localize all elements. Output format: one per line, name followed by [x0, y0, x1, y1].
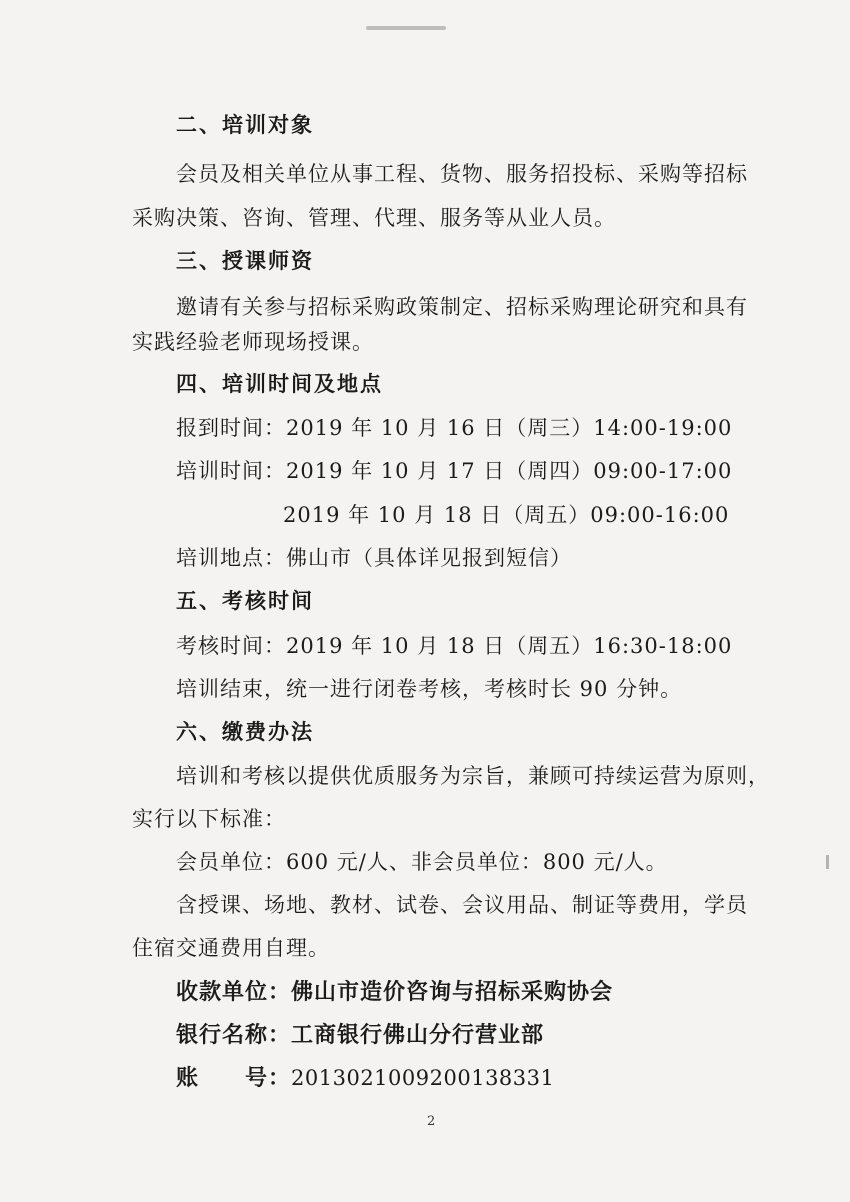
- exam-note: 培训结束，统一进行闭卷考核，考核时长 90 分钟。: [176, 677, 683, 701]
- training-location: 培训地点：佛山市（具体详见报到短信）: [176, 546, 572, 570]
- account-row: [176, 1064, 554, 1092]
- scan-artifact: [826, 855, 829, 869]
- account-number: 2013021009200138331: [291, 1066, 555, 1090]
- training-time-day2: 2019 年 10 月 18 日（周五）09:00-16:00: [283, 503, 730, 527]
- payee: 收款单位：佛山市造价咨询与招标采购协会: [176, 979, 614, 1005]
- training-time-day1: 培训时间：2019 年 10 月 17 日（周四）09:00-17:00: [176, 459, 733, 483]
- fee-standard: 会员单位：600 元/人、非会员单位：800 元/人。: [176, 850, 668, 874]
- page-number: 2: [427, 1114, 436, 1129]
- heading-schedule: 四、培训时间及地点: [176, 371, 383, 396]
- paragraph-line: 实行以下标准：: [132, 807, 286, 831]
- paragraph-line: 采购决策、咨询、管理、代理、服务等从业人员。: [132, 206, 616, 230]
- checkin-time: 报到时间：2019 年 10 月 16 日（周三）14:00-19:00: [176, 416, 733, 440]
- bank-name: 银行名称：工商银行佛山分行营业部: [176, 1022, 545, 1048]
- heading-exam: 五、考核时间: [176, 588, 314, 613]
- paragraph-line: 会员及相关单位从事工程、货物、服务招投标、采购等招标: [176, 162, 748, 186]
- paragraph-line: 实践经验老师现场授课。: [132, 330, 374, 354]
- scan-artifact: [366, 26, 446, 30]
- heading-teachers: 三、授课师资: [176, 248, 314, 273]
- heading-training-targets: 二、培训对象: [176, 112, 314, 137]
- account-label: 账 号：: [176, 1065, 292, 1091]
- paragraph-line: 培训和考核以提供优质服务为宗旨，兼顾可持续运营为原则，: [176, 764, 770, 788]
- heading-fees: 六、缴费办法: [176, 719, 314, 744]
- exam-time: 考核时间：2019 年 10 月 18 日（周五）16:30-18:00: [176, 634, 733, 658]
- paragraph-line: 住宿交通费用自理。: [132, 936, 330, 960]
- paragraph-line: 含授课、场地、教材、试卷、会议用品、制证等费用，学员: [176, 893, 748, 917]
- paragraph-line: 邀请有关参与招标采购政策制定、招标采购理论研究和具有: [176, 295, 748, 319]
